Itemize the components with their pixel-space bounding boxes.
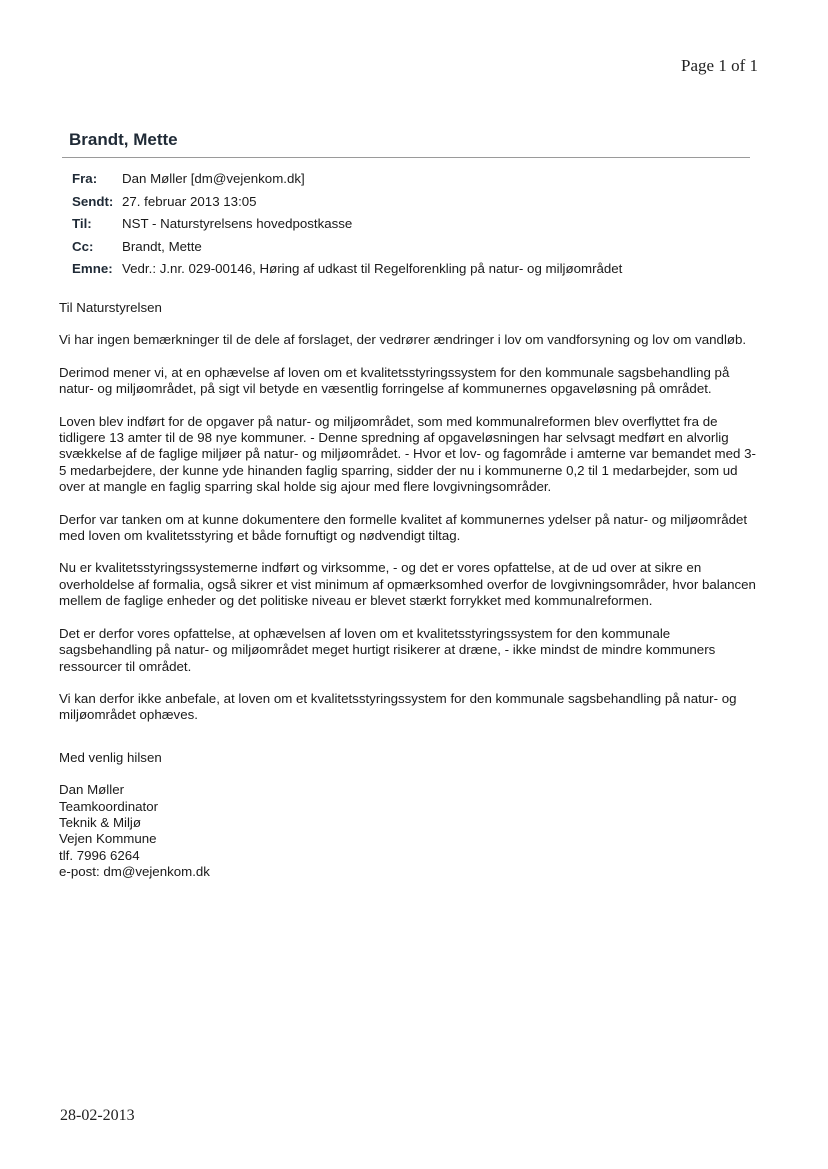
header-label: Fra: <box>72 171 98 186</box>
email-headers <box>72 168 622 281</box>
header-label: Emne: <box>72 261 113 277</box>
header-label: Sendt: <box>72 193 114 209</box>
page-number: Page 1 of 1 <box>681 56 758 75</box>
header-label: Til: <box>72 216 92 232</box>
header-cc <box>72 236 622 259</box>
print-date: 28-02-2013 <box>60 1107 135 1124</box>
body-paragraph: Vi har ingen bemærkninger til de dele af forslaget, der vedrører ændringer i lov om vandforsyning og lov om vandløb. <box>59 332 747 348</box>
email-body <box>59 300 759 881</box>
header-value: Vedr.: J.nr. 029-00146, Høring af udkast til Regelforenkling på natur- og miljøområdet <box>122 261 623 277</box>
header-from <box>72 168 622 191</box>
header-value: Dan Møller [dm@vejenkom.dk] <box>122 171 305 186</box>
body-paragraph: Vi kan derfor ikke anbefale, at loven om et kvalitetsstyringssystem for den kommunale sagsbehandling på natur- og miljøområdet ophæves. <box>59 690 737 723</box>
greeting: Til Naturstyrelsen <box>59 300 162 315</box>
header-value: 27. februar 2013 13:05 <box>122 193 257 209</box>
closing: Med venlig hilsen <box>59 749 162 765</box>
header-value: Brandt, Mette <box>122 238 202 254</box>
header-sent <box>72 191 622 214</box>
signature-block <box>59 782 759 880</box>
body-paragraph: Loven blev indført for de opgaver på natur- og miljøområdet, som med kommunalreformen blev overflyttet fra de tidligere 13 amter til de 98 nye kommuner. - Denne spredning af opgaveløsningen har selvsagt medført en alvorlig svækkelse af de faglige miljøer på natur- og miljøområdet. - Hvor et lov- og fagområde i amterne var bemandet med 3-5 medarbejdere, der kunne yde hinanden faglig sparring, sidder der nu i kommunerne 0,2 til 1 medarbejder, som ud over at mangle en faglig sparring skal holde sig ajour med flere lovgivningsområder. <box>59 413 756 495</box>
signature-title: Teamkoordinator <box>59 798 159 814</box>
body-paragraph: Derfor var tanken om at kunne dokumentere den formelle kvalitet af kommunernes ydelser på natur- og miljøområdet med loven om kvalitetsstyring et både fornuftigt og nødvendigt tiltag. <box>59 511 748 544</box>
body-paragraph: Det er derfor vores opfattelse, at ophævelsen af loven om et kvalitetsstyringssystem for den kommunale sagsbehandling på natur- og miljøområdet meget hurtigt risikerer at dræne, - ikke mindst de mindre kommuners ressourcer til området. <box>59 625 716 674</box>
header-divider <box>62 157 750 158</box>
signature-phone: tlf. 7996 6264 <box>59 847 140 863</box>
header-subject <box>72 258 622 281</box>
signature-department: Teknik & Miljø <box>59 814 142 830</box>
signature-email: e-post: dm@vejenkom.dk <box>59 864 210 880</box>
header-to <box>72 213 622 236</box>
mailbox-owner-name: Brandt, Mette <box>69 130 178 149</box>
header-label: Cc: <box>72 238 94 254</box>
body-paragraph: Derimod mener vi, at en ophævelse af loven om et kvalitetsstyringssystem for den kommunale sagsbehandling på natur- og miljøområdet, på sigt vil betyde en væsentlig forringelse af kommunernes opgaveløsning på området. <box>59 364 730 397</box>
header-value: NST - Naturstyrelsens hovedpostkasse <box>122 216 353 232</box>
body-paragraph: Nu er kvalitetsstyringssystemerne indført og virksomme, - og det er vores opfattelse, at de ud over at sikre en overholdelse af formalia, også sikrer et vist minimum af opmærksomhed overfor de lovgivningsområder, hvor balancen mellem de faglige enheder og det politiske niveau er blevet stærkt forrykket med kommunalreformen. <box>59 560 756 609</box>
signature-organization: Vejen Kommune <box>59 831 157 847</box>
signature-name: Dan Møller <box>59 782 125 798</box>
